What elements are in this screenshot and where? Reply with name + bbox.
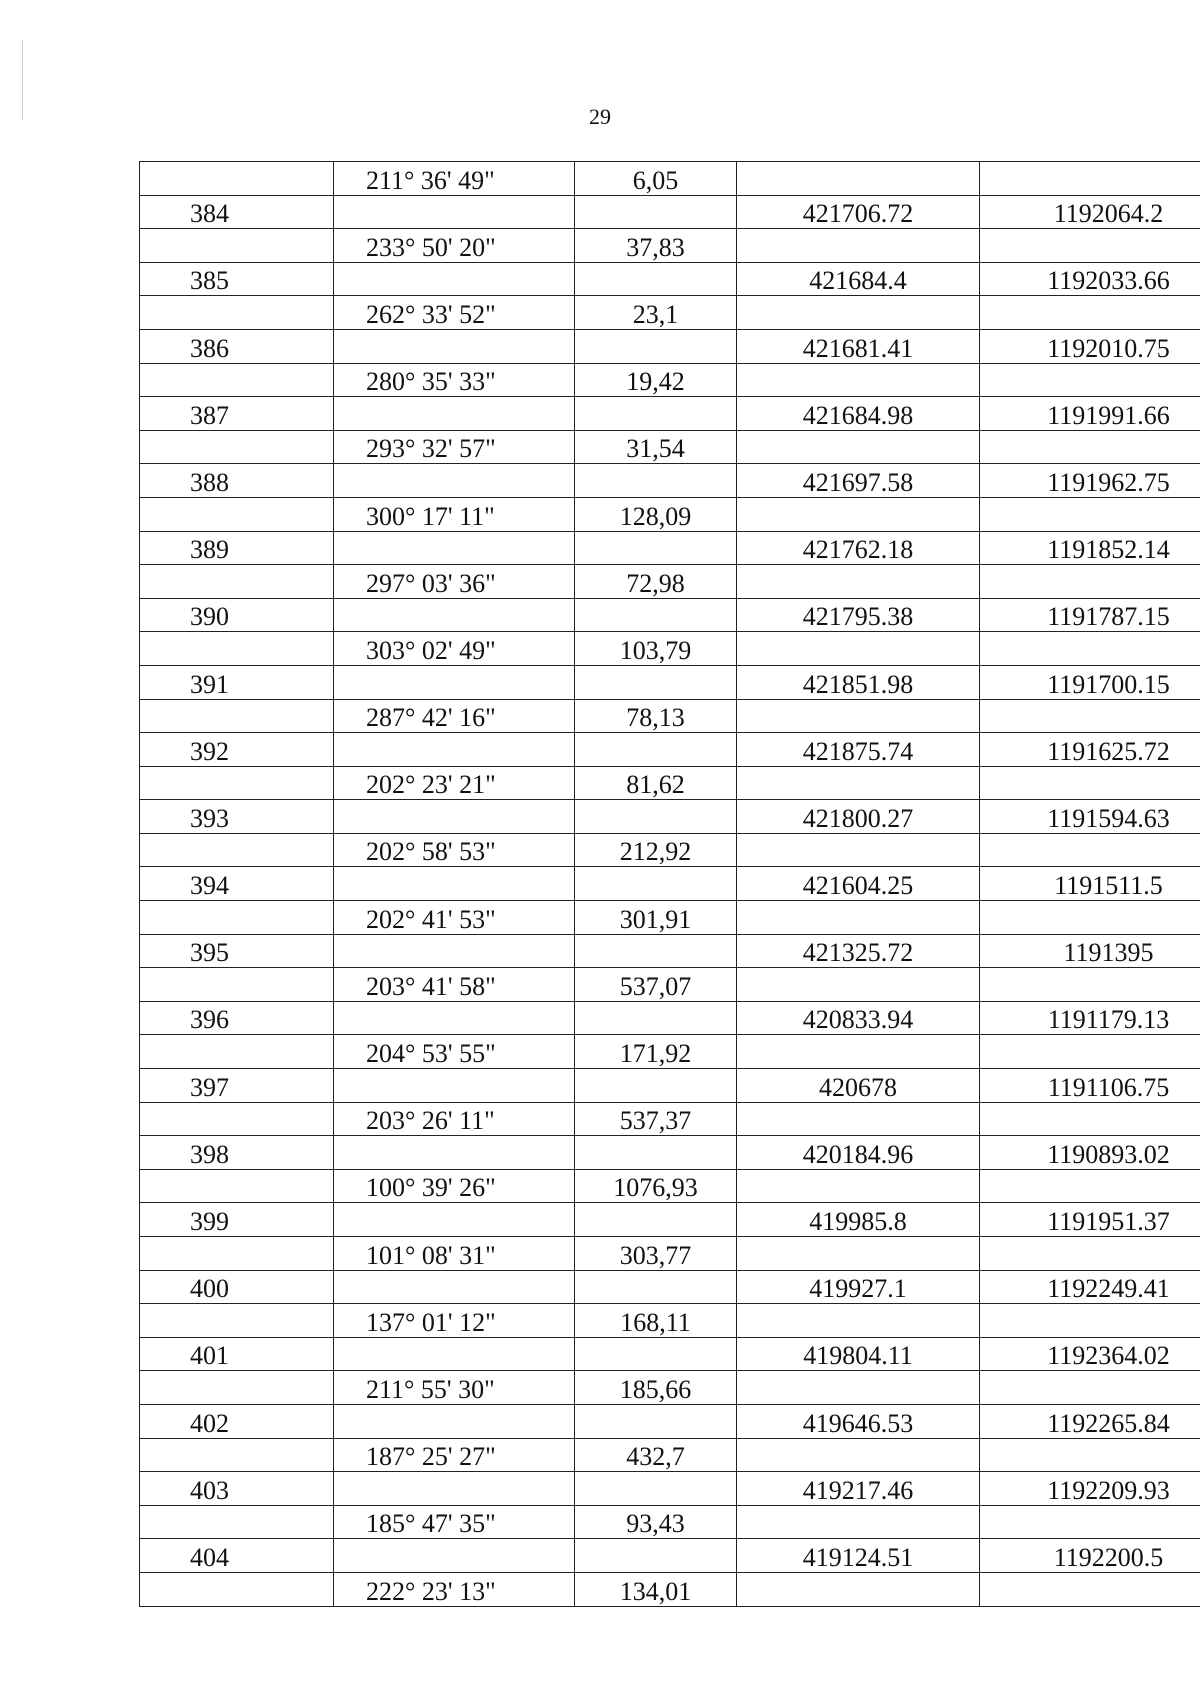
distance-cell: 1076,93 bbox=[575, 1169, 737, 1203]
table-row bbox=[140, 1237, 1200, 1271]
point-number-cell: 400 bbox=[140, 1270, 334, 1304]
distance-cell bbox=[575, 598, 737, 632]
point-number-cell bbox=[140, 699, 334, 733]
y-coordinate-cell: 1192209.93 bbox=[980, 1472, 1200, 1506]
x-coordinate-cell bbox=[737, 1237, 980, 1271]
x-coordinate-cell bbox=[737, 497, 980, 531]
table-row bbox=[140, 531, 1200, 565]
direction-angle-cell: 204° 53' 55" bbox=[334, 1035, 575, 1069]
point-number-cell bbox=[140, 497, 334, 531]
x-coordinate-cell bbox=[737, 229, 980, 263]
distance-cell: 185,66 bbox=[575, 1371, 737, 1405]
x-coordinate-cell: 421851.98 bbox=[737, 665, 980, 699]
point-number-cell bbox=[140, 363, 334, 397]
direction-angle-cell: 297° 03' 36" bbox=[334, 565, 575, 599]
table-row bbox=[140, 296, 1200, 330]
y-coordinate-cell: 1192265.84 bbox=[980, 1404, 1200, 1438]
x-coordinate-cell bbox=[737, 1035, 980, 1069]
x-coordinate-cell: 419985.8 bbox=[737, 1203, 980, 1237]
y-coordinate-cell bbox=[980, 699, 1200, 733]
point-number-cell bbox=[140, 766, 334, 800]
direction-angle-cell: 203° 41' 58" bbox=[334, 968, 575, 1002]
direction-angle-cell bbox=[334, 934, 575, 968]
direction-angle-cell: 287° 42' 16" bbox=[334, 699, 575, 733]
table-row bbox=[140, 800, 1200, 834]
y-coordinate-cell bbox=[980, 430, 1200, 464]
table-row bbox=[140, 766, 1200, 800]
direction-angle-cell bbox=[334, 262, 575, 296]
table-row bbox=[140, 162, 1200, 196]
distance-cell bbox=[575, 1136, 737, 1170]
y-coordinate-cell bbox=[980, 565, 1200, 599]
x-coordinate-cell: 421800.27 bbox=[737, 800, 980, 834]
point-number-cell: 402 bbox=[140, 1404, 334, 1438]
x-coordinate-cell: 419804.11 bbox=[737, 1337, 980, 1371]
point-number-cell: 386 bbox=[140, 329, 334, 363]
point-number-cell: 396 bbox=[140, 1001, 334, 1035]
distance-cell: 6,05 bbox=[575, 162, 737, 196]
y-coordinate-cell: 1192010.75 bbox=[980, 329, 1200, 363]
table-row bbox=[140, 733, 1200, 767]
table-row bbox=[140, 665, 1200, 699]
distance-cell bbox=[575, 1001, 737, 1035]
table-row bbox=[140, 1203, 1200, 1237]
point-number-cell: 403 bbox=[140, 1472, 334, 1506]
direction-angle-cell: 303° 02' 49" bbox=[334, 632, 575, 666]
distance-cell: 19,42 bbox=[575, 363, 737, 397]
y-coordinate-cell: 1192033.66 bbox=[980, 262, 1200, 296]
x-coordinate-cell bbox=[737, 430, 980, 464]
direction-angle-cell bbox=[334, 598, 575, 632]
direction-angle-cell bbox=[334, 195, 575, 229]
table-row bbox=[140, 363, 1200, 397]
distance-cell: 171,92 bbox=[575, 1035, 737, 1069]
distance-cell bbox=[575, 195, 737, 229]
direction-angle-cell: 185° 47' 35" bbox=[334, 1505, 575, 1539]
direction-angle-cell: 100° 39' 26" bbox=[334, 1169, 575, 1203]
x-coordinate-cell: 421681.41 bbox=[737, 329, 980, 363]
point-number-cell bbox=[140, 833, 334, 867]
direction-angle-cell bbox=[334, 464, 575, 498]
x-coordinate-cell: 420184.96 bbox=[737, 1136, 980, 1170]
y-coordinate-cell bbox=[980, 632, 1200, 666]
x-coordinate-cell: 420833.94 bbox=[737, 1001, 980, 1035]
y-coordinate-cell: 1192064.2 bbox=[980, 195, 1200, 229]
distance-cell: 128,09 bbox=[575, 497, 737, 531]
point-number-cell: 392 bbox=[140, 733, 334, 767]
y-coordinate-cell: 1191852.14 bbox=[980, 531, 1200, 565]
x-coordinate-cell bbox=[737, 1102, 980, 1136]
y-coordinate-cell bbox=[980, 901, 1200, 935]
x-coordinate-cell: 420678 bbox=[737, 1069, 980, 1103]
table-row bbox=[140, 699, 1200, 733]
distance-cell bbox=[575, 1472, 737, 1506]
distance-cell bbox=[575, 464, 737, 498]
y-coordinate-cell: 1191106.75 bbox=[980, 1069, 1200, 1103]
y-coordinate-cell: 1191787.15 bbox=[980, 598, 1200, 632]
x-coordinate-cell bbox=[737, 901, 980, 935]
point-number-cell bbox=[140, 1438, 334, 1472]
distance-cell bbox=[575, 1337, 737, 1371]
table-row bbox=[140, 1304, 1200, 1338]
x-coordinate-cell: 421706.72 bbox=[737, 195, 980, 229]
point-number-cell: 401 bbox=[140, 1337, 334, 1371]
x-coordinate-cell bbox=[737, 1304, 980, 1338]
x-coordinate-cell: 421875.74 bbox=[737, 733, 980, 767]
direction-angle-cell: 222° 23' 13" bbox=[334, 1572, 575, 1606]
table-row bbox=[140, 397, 1200, 431]
table-row bbox=[140, 195, 1200, 229]
point-number-cell: 398 bbox=[140, 1136, 334, 1170]
x-coordinate-cell: 421684.98 bbox=[737, 397, 980, 431]
x-coordinate-cell bbox=[737, 565, 980, 599]
y-coordinate-cell bbox=[980, 968, 1200, 1002]
direction-angle-cell bbox=[334, 329, 575, 363]
distance-cell: 23,1 bbox=[575, 296, 737, 330]
point-number-cell: 388 bbox=[140, 464, 334, 498]
y-coordinate-cell bbox=[980, 766, 1200, 800]
point-number-cell bbox=[140, 632, 334, 666]
direction-angle-cell: 187° 25' 27" bbox=[334, 1438, 575, 1472]
y-coordinate-cell: 1192249.41 bbox=[980, 1270, 1200, 1304]
x-coordinate-cell: 419217.46 bbox=[737, 1472, 980, 1506]
distance-cell bbox=[575, 1203, 737, 1237]
point-number-cell bbox=[140, 901, 334, 935]
y-coordinate-cell bbox=[980, 833, 1200, 867]
table-row bbox=[140, 1438, 1200, 1472]
x-coordinate-cell: 421762.18 bbox=[737, 531, 980, 565]
point-number-cell: 385 bbox=[140, 262, 334, 296]
distance-cell: 37,83 bbox=[575, 229, 737, 263]
table-row bbox=[140, 1404, 1200, 1438]
distance-cell bbox=[575, 800, 737, 834]
table-row bbox=[140, 1169, 1200, 1203]
x-coordinate-cell bbox=[737, 968, 980, 1002]
y-coordinate-cell bbox=[980, 1304, 1200, 1338]
distance-cell: 303,77 bbox=[575, 1237, 737, 1271]
y-coordinate-cell bbox=[980, 1169, 1200, 1203]
point-number-cell bbox=[140, 229, 334, 263]
x-coordinate-cell: 419646.53 bbox=[737, 1404, 980, 1438]
y-coordinate-cell bbox=[980, 1438, 1200, 1472]
point-number-cell bbox=[140, 1035, 334, 1069]
y-coordinate-cell bbox=[980, 1505, 1200, 1539]
point-number-cell: 384 bbox=[140, 195, 334, 229]
direction-angle-cell bbox=[334, 1069, 575, 1103]
direction-angle-cell bbox=[334, 800, 575, 834]
point-number-cell: 391 bbox=[140, 665, 334, 699]
point-number-cell: 387 bbox=[140, 397, 334, 431]
y-coordinate-cell: 1191700.15 bbox=[980, 665, 1200, 699]
distance-cell: 78,13 bbox=[575, 699, 737, 733]
distance-cell bbox=[575, 934, 737, 968]
table-row bbox=[140, 1572, 1200, 1606]
distance-cell bbox=[575, 329, 737, 363]
direction-angle-cell bbox=[334, 1472, 575, 1506]
x-coordinate-cell: 421684.4 bbox=[737, 262, 980, 296]
table-row bbox=[140, 833, 1200, 867]
direction-angle-cell: 202° 23' 21" bbox=[334, 766, 575, 800]
table-row bbox=[140, 497, 1200, 531]
table-row bbox=[140, 1001, 1200, 1035]
direction-angle-cell: 137° 01' 12" bbox=[334, 1304, 575, 1338]
table-row bbox=[140, 1136, 1200, 1170]
distance-cell bbox=[575, 397, 737, 431]
distance-cell: 31,54 bbox=[575, 430, 737, 464]
point-number-cell: 389 bbox=[140, 531, 334, 565]
table-row bbox=[140, 632, 1200, 666]
point-number-cell: 397 bbox=[140, 1069, 334, 1103]
distance-cell bbox=[575, 665, 737, 699]
table-row bbox=[140, 1472, 1200, 1506]
point-number-cell bbox=[140, 1371, 334, 1405]
direction-angle-cell bbox=[334, 1136, 575, 1170]
table-row bbox=[140, 565, 1200, 599]
x-coordinate-cell bbox=[737, 699, 980, 733]
table-row bbox=[140, 901, 1200, 935]
direction-angle-cell bbox=[334, 1539, 575, 1573]
y-coordinate-cell: 1190893.02 bbox=[980, 1136, 1200, 1170]
y-coordinate-cell bbox=[980, 497, 1200, 531]
x-coordinate-cell bbox=[737, 1572, 980, 1606]
distance-cell bbox=[575, 1069, 737, 1103]
distance-cell bbox=[575, 531, 737, 565]
table-row bbox=[140, 464, 1200, 498]
page-number: 29 bbox=[589, 104, 611, 129]
point-number-cell bbox=[140, 430, 334, 464]
distance-cell bbox=[575, 262, 737, 296]
point-number-cell bbox=[140, 1102, 334, 1136]
distance-cell bbox=[575, 733, 737, 767]
y-coordinate-cell bbox=[980, 1572, 1200, 1606]
direction-angle-cell bbox=[334, 1001, 575, 1035]
y-coordinate-cell: 1191991.66 bbox=[980, 397, 1200, 431]
point-number-cell bbox=[140, 565, 334, 599]
table-row bbox=[140, 1539, 1200, 1573]
y-coordinate-cell: 1191962.75 bbox=[980, 464, 1200, 498]
point-number-cell: 390 bbox=[140, 598, 334, 632]
y-coordinate-cell bbox=[980, 1035, 1200, 1069]
point-number-cell: 393 bbox=[140, 800, 334, 834]
direction-angle-cell: 202° 58' 53" bbox=[334, 833, 575, 867]
y-coordinate-cell: 1192200.5 bbox=[980, 1539, 1200, 1573]
table-row bbox=[140, 1069, 1200, 1103]
point-number-cell bbox=[140, 1505, 334, 1539]
distance-cell bbox=[575, 1404, 737, 1438]
direction-angle-cell bbox=[334, 531, 575, 565]
x-coordinate-cell bbox=[737, 1169, 980, 1203]
distance-cell: 103,79 bbox=[575, 632, 737, 666]
table-row bbox=[140, 262, 1200, 296]
x-coordinate-cell bbox=[737, 1371, 980, 1405]
distance-cell: 537,07 bbox=[575, 968, 737, 1002]
x-coordinate-cell bbox=[737, 766, 980, 800]
point-number-cell bbox=[140, 1169, 334, 1203]
direction-angle-cell bbox=[334, 1404, 575, 1438]
point-number-cell bbox=[140, 162, 334, 196]
table-row bbox=[140, 430, 1200, 464]
x-coordinate-cell bbox=[737, 1438, 980, 1472]
point-number-cell bbox=[140, 1572, 334, 1606]
direction-angle-cell: 262° 33' 52" bbox=[334, 296, 575, 330]
table-row bbox=[140, 1270, 1200, 1304]
point-number-cell bbox=[140, 1304, 334, 1338]
x-coordinate-cell: 419124.51 bbox=[737, 1539, 980, 1573]
distance-cell bbox=[575, 1539, 737, 1573]
x-coordinate-cell: 421697.58 bbox=[737, 464, 980, 498]
direction-angle-cell: 203° 26' 11" bbox=[334, 1102, 575, 1136]
table-row bbox=[140, 329, 1200, 363]
table-row bbox=[140, 1102, 1200, 1136]
table-row bbox=[140, 968, 1200, 1002]
point-number-cell: 404 bbox=[140, 1539, 334, 1573]
y-coordinate-cell: 1191511.5 bbox=[980, 867, 1200, 901]
x-coordinate-cell bbox=[737, 363, 980, 397]
x-coordinate-cell: 421795.38 bbox=[737, 598, 980, 632]
point-number-cell: 395 bbox=[140, 934, 334, 968]
x-coordinate-cell: 421325.72 bbox=[737, 934, 980, 968]
direction-angle-cell: 211° 55' 30" bbox=[334, 1371, 575, 1405]
direction-angle-cell bbox=[334, 867, 575, 901]
distance-cell: 168,11 bbox=[575, 1304, 737, 1338]
y-coordinate-cell bbox=[980, 296, 1200, 330]
x-coordinate-cell bbox=[737, 296, 980, 330]
x-coordinate-cell bbox=[737, 1505, 980, 1539]
x-coordinate-cell: 419927.1 bbox=[737, 1270, 980, 1304]
point-number-cell bbox=[140, 968, 334, 1002]
direction-angle-cell bbox=[334, 733, 575, 767]
distance-cell: 134,01 bbox=[575, 1572, 737, 1606]
distance-cell: 72,98 bbox=[575, 565, 737, 599]
y-coordinate-cell: 1191179.13 bbox=[980, 1001, 1200, 1035]
distance-cell: 301,91 bbox=[575, 901, 737, 935]
y-coordinate-cell bbox=[980, 1102, 1200, 1136]
y-coordinate-cell bbox=[980, 229, 1200, 263]
y-coordinate-cell: 1191594.63 bbox=[980, 800, 1200, 834]
y-coordinate-cell bbox=[980, 1371, 1200, 1405]
point-number-cell bbox=[140, 296, 334, 330]
direction-angle-cell bbox=[334, 397, 575, 431]
direction-angle-cell: 280° 35' 33" bbox=[334, 363, 575, 397]
table-row bbox=[140, 229, 1200, 263]
y-coordinate-cell: 1191395 bbox=[980, 934, 1200, 968]
coordinates-table bbox=[139, 161, 1200, 1607]
y-coordinate-cell: 1192364.02 bbox=[980, 1337, 1200, 1371]
direction-angle-cell: 101° 08' 31" bbox=[334, 1237, 575, 1271]
point-number-cell bbox=[140, 1237, 334, 1271]
direction-angle-cell bbox=[334, 1270, 575, 1304]
table-row bbox=[140, 598, 1200, 632]
table-row bbox=[140, 934, 1200, 968]
direction-angle-cell: 233° 50' 20" bbox=[334, 229, 575, 263]
point-number-cell: 394 bbox=[140, 867, 334, 901]
y-coordinate-cell bbox=[980, 363, 1200, 397]
direction-angle-cell: 300° 17' 11" bbox=[334, 497, 575, 531]
direction-angle-cell bbox=[334, 1337, 575, 1371]
distance-cell: 432,7 bbox=[575, 1438, 737, 1472]
x-coordinate-cell bbox=[737, 833, 980, 867]
point-number-cell: 399 bbox=[140, 1203, 334, 1237]
distance-cell bbox=[575, 867, 737, 901]
table-row bbox=[140, 1035, 1200, 1069]
distance-cell: 212,92 bbox=[575, 833, 737, 867]
direction-angle-cell: 202° 41' 53" bbox=[334, 901, 575, 935]
table-row bbox=[140, 1337, 1200, 1371]
x-coordinate-cell bbox=[737, 162, 980, 196]
table-row bbox=[140, 867, 1200, 901]
y-coordinate-cell: 1191951.37 bbox=[980, 1203, 1200, 1237]
direction-angle-cell bbox=[334, 665, 575, 699]
y-coordinate-cell bbox=[980, 162, 1200, 196]
x-coordinate-cell bbox=[737, 632, 980, 666]
distance-cell: 537,37 bbox=[575, 1102, 737, 1136]
x-coordinate-cell: 421604.25 bbox=[737, 867, 980, 901]
distance-cell: 93,43 bbox=[575, 1505, 737, 1539]
table-row bbox=[140, 1371, 1200, 1405]
direction-angle-cell bbox=[334, 1203, 575, 1237]
y-coordinate-cell: 1191625.72 bbox=[980, 733, 1200, 767]
y-coordinate-cell bbox=[980, 1237, 1200, 1271]
direction-angle-cell: 211° 36' 49" bbox=[334, 162, 575, 196]
distance-cell: 81,62 bbox=[575, 766, 737, 800]
direction-angle-cell: 293° 32' 57" bbox=[334, 430, 575, 464]
table-row bbox=[140, 1505, 1200, 1539]
distance-cell bbox=[575, 1270, 737, 1304]
coordinates-table-body bbox=[140, 162, 1200, 1607]
